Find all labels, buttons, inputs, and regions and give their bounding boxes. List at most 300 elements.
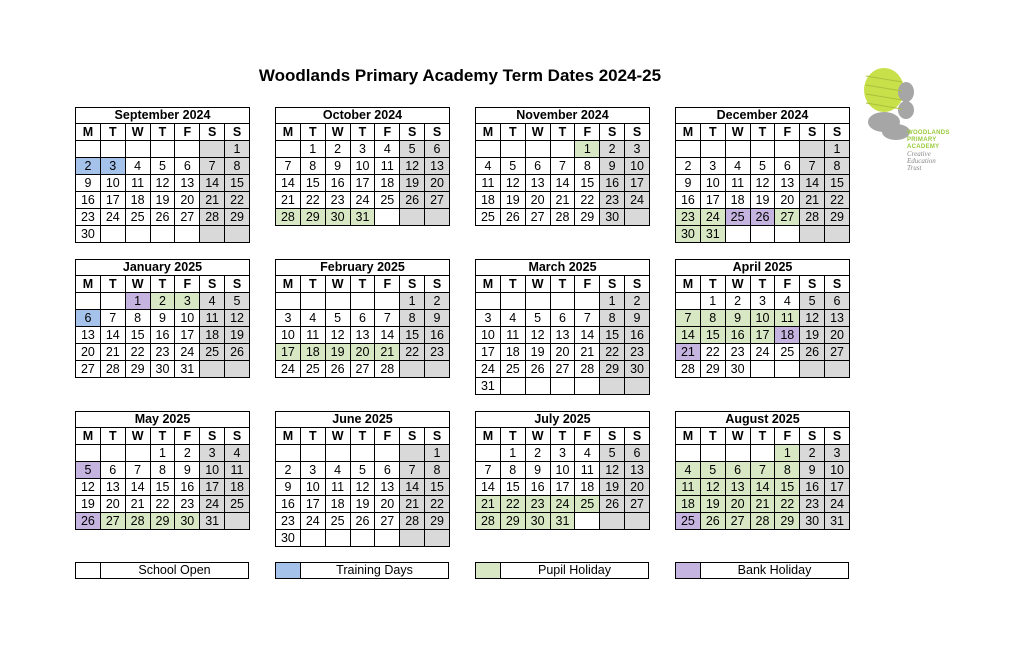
date-cell: 7 xyxy=(276,158,301,175)
day-header: T xyxy=(550,276,575,293)
date-cell: 5 xyxy=(76,462,101,479)
date-cell: 2 xyxy=(525,445,550,462)
empty-cell xyxy=(375,445,400,462)
date-cell: 30 xyxy=(76,226,101,243)
empty-cell xyxy=(750,361,775,378)
date-cell: 16 xyxy=(150,327,175,344)
date-cell: 19 xyxy=(500,192,525,209)
month-calendar xyxy=(675,107,850,243)
date-cell: 11 xyxy=(375,158,400,175)
date-cell: 16 xyxy=(625,327,650,344)
legend-pupil-holiday xyxy=(475,562,649,579)
date-cell: 29 xyxy=(825,209,850,226)
month-calendar xyxy=(275,411,450,547)
empty-cell xyxy=(476,293,501,310)
date-cell: 7 xyxy=(800,158,825,175)
month-title: January 2025 xyxy=(75,259,250,275)
date-cell: 28 xyxy=(750,513,775,530)
day-header: T xyxy=(700,276,725,293)
date-cell: 28 xyxy=(200,209,225,226)
empty-cell xyxy=(350,445,375,462)
date-cell: 27 xyxy=(625,496,650,513)
date-cell: 11 xyxy=(476,175,501,192)
date-cell: 24 xyxy=(200,496,225,513)
date-cell: 19 xyxy=(800,327,825,344)
empty-cell xyxy=(775,226,800,243)
empty-cell xyxy=(300,293,325,310)
date-cell: 5 xyxy=(700,462,725,479)
empty-cell xyxy=(775,141,800,158)
date-cell: 3 xyxy=(300,462,325,479)
date-cell: 5 xyxy=(325,310,350,327)
day-header: T xyxy=(550,428,575,445)
date-cell: 10 xyxy=(350,158,375,175)
day-header: W xyxy=(525,276,550,293)
empty-cell xyxy=(800,361,825,378)
day-header: T xyxy=(750,276,775,293)
date-cell: 22 xyxy=(700,344,725,361)
date-cell: 10 xyxy=(300,479,325,496)
date-cell: 11 xyxy=(775,310,800,327)
date-cell: 23 xyxy=(175,496,200,513)
date-cell: 6 xyxy=(375,462,400,479)
date-cell: 6 xyxy=(625,445,650,462)
date-cell: 29 xyxy=(500,513,525,530)
empty-cell xyxy=(676,141,701,158)
date-cell: 26 xyxy=(225,344,250,361)
empty-cell xyxy=(325,445,350,462)
date-cell: 30 xyxy=(276,530,301,547)
date-cell: 4 xyxy=(300,310,325,327)
day-header: M xyxy=(476,124,501,141)
date-cell: 3 xyxy=(200,445,225,462)
empty-cell xyxy=(325,530,350,547)
date-cell: 5 xyxy=(225,293,250,310)
date-cell: 26 xyxy=(700,513,725,530)
date-cell: 28 xyxy=(676,361,701,378)
date-cell: 26 xyxy=(350,513,375,530)
day-header: W xyxy=(325,428,350,445)
day-header: W xyxy=(725,124,750,141)
date-cell: 24 xyxy=(550,496,575,513)
day-header: F xyxy=(175,124,200,141)
date-cell: 12 xyxy=(325,327,350,344)
date-cell: 16 xyxy=(175,479,200,496)
date-cell: 9 xyxy=(600,158,625,175)
date-cell: 12 xyxy=(750,175,775,192)
date-cell: 10 xyxy=(700,175,725,192)
day-header: S xyxy=(200,124,225,141)
date-cell: 8 xyxy=(825,158,850,175)
empty-cell xyxy=(100,226,125,243)
empty-cell xyxy=(375,530,400,547)
date-cell: 3 xyxy=(476,310,501,327)
date-cell: 16 xyxy=(425,327,450,344)
date-cell: 19 xyxy=(350,496,375,513)
date-cell: 3 xyxy=(350,141,375,158)
date-cell: 14 xyxy=(575,327,600,344)
empty-cell xyxy=(350,293,375,310)
date-cell: 15 xyxy=(825,175,850,192)
empty-cell xyxy=(400,361,425,378)
date-cell: 13 xyxy=(350,327,375,344)
date-cell: 16 xyxy=(276,496,301,513)
date-cell: 1 xyxy=(150,445,175,462)
date-cell: 11 xyxy=(575,462,600,479)
date-cell: 8 xyxy=(600,310,625,327)
date-cell: 21 xyxy=(125,496,150,513)
date-cell: 28 xyxy=(550,209,575,226)
date-cell: 5 xyxy=(350,462,375,479)
day-header: W xyxy=(325,124,350,141)
date-cell: 10 xyxy=(625,158,650,175)
day-header: T xyxy=(100,428,125,445)
date-cell: 12 xyxy=(700,479,725,496)
date-cell: 24 xyxy=(476,361,501,378)
date-cell: 30 xyxy=(325,209,350,226)
empty-cell xyxy=(400,530,425,547)
date-cell: 25 xyxy=(375,192,400,209)
empty-cell xyxy=(750,445,775,462)
empty-cell xyxy=(225,226,250,243)
date-cell: 28 xyxy=(125,513,150,530)
date-cell: 14 xyxy=(476,479,501,496)
date-cell: 2 xyxy=(725,293,750,310)
date-cell: 29 xyxy=(150,513,175,530)
month-calendar xyxy=(275,107,450,226)
date-cell: 31 xyxy=(350,209,375,226)
date-cell: 17 xyxy=(276,344,301,361)
day-header: T xyxy=(300,124,325,141)
empty-cell xyxy=(100,141,125,158)
date-cell: 15 xyxy=(575,175,600,192)
day-header: F xyxy=(375,428,400,445)
month-calendar xyxy=(75,411,250,530)
date-cell: 11 xyxy=(200,310,225,327)
date-cell: 8 xyxy=(300,158,325,175)
date-cell: 20 xyxy=(625,479,650,496)
date-cell: 7 xyxy=(676,310,701,327)
date-cell: 10 xyxy=(100,175,125,192)
day-header: T xyxy=(750,124,775,141)
date-cell: 28 xyxy=(476,513,501,530)
empty-cell xyxy=(575,293,600,310)
date-cell: 20 xyxy=(100,496,125,513)
month-calendar xyxy=(75,259,250,378)
empty-cell xyxy=(76,141,101,158)
day-header: M xyxy=(76,428,101,445)
day-header: F xyxy=(575,124,600,141)
date-cell: 26 xyxy=(800,344,825,361)
date-cell: 13 xyxy=(375,479,400,496)
empty-cell xyxy=(76,293,101,310)
date-cell: 4 xyxy=(225,445,250,462)
empty-cell xyxy=(750,226,775,243)
date-cell: 5 xyxy=(150,158,175,175)
month-title: July 2025 xyxy=(475,411,650,427)
legend-label: Pupil Holiday xyxy=(538,563,611,577)
date-cell: 3 xyxy=(825,445,850,462)
month-title: December 2024 xyxy=(675,107,850,123)
day-header: T xyxy=(500,276,525,293)
empty-cell xyxy=(575,378,600,395)
month-calendar xyxy=(275,259,450,378)
date-cell: 6 xyxy=(425,141,450,158)
day-header: S xyxy=(800,124,825,141)
date-cell: 2 xyxy=(150,293,175,310)
day-header: F xyxy=(375,276,400,293)
month-title: November 2024 xyxy=(475,107,650,123)
date-cell: 21 xyxy=(100,344,125,361)
day-header: M xyxy=(476,276,501,293)
day-header: T xyxy=(750,428,775,445)
empty-cell xyxy=(676,293,701,310)
day-header: S xyxy=(400,276,425,293)
date-cell: 27 xyxy=(525,209,550,226)
empty-cell xyxy=(375,209,400,226)
day-header: S xyxy=(625,276,650,293)
date-cell: 26 xyxy=(400,192,425,209)
day-header: F xyxy=(575,428,600,445)
date-cell: 27 xyxy=(100,513,125,530)
date-cell: 8 xyxy=(775,462,800,479)
empty-cell xyxy=(375,293,400,310)
date-cell: 18 xyxy=(725,192,750,209)
date-cell: 26 xyxy=(76,513,101,530)
date-cell: 22 xyxy=(150,496,175,513)
date-cell: 14 xyxy=(800,175,825,192)
date-cell: 12 xyxy=(600,462,625,479)
day-header: M xyxy=(276,276,301,293)
date-cell: 27 xyxy=(175,209,200,226)
legend-swatch-bank xyxy=(676,563,701,578)
date-cell: 11 xyxy=(725,175,750,192)
logo-line-3: ACADEMY xyxy=(907,144,940,150)
month-title: June 2025 xyxy=(275,411,450,427)
empty-cell xyxy=(525,293,550,310)
date-cell: 25 xyxy=(325,513,350,530)
date-cell: 14 xyxy=(750,479,775,496)
logo-leaf-grey xyxy=(882,124,910,140)
date-cell: 17 xyxy=(550,479,575,496)
date-cell: 7 xyxy=(200,158,225,175)
date-cell: 17 xyxy=(175,327,200,344)
empty-cell xyxy=(625,378,650,395)
empty-cell xyxy=(725,141,750,158)
date-cell: 22 xyxy=(300,192,325,209)
date-cell: 22 xyxy=(600,344,625,361)
day-header: M xyxy=(476,428,501,445)
date-cell: 4 xyxy=(676,462,701,479)
date-cell: 12 xyxy=(225,310,250,327)
day-header: S xyxy=(425,428,450,445)
day-header: F xyxy=(175,428,200,445)
date-cell: 11 xyxy=(300,327,325,344)
legend-school-open xyxy=(75,562,249,579)
date-cell: 19 xyxy=(76,496,101,513)
date-cell: 29 xyxy=(700,361,725,378)
empty-cell xyxy=(125,445,150,462)
date-cell: 30 xyxy=(676,226,701,243)
date-cell: 9 xyxy=(425,310,450,327)
day-header: T xyxy=(700,428,725,445)
date-cell: 17 xyxy=(200,479,225,496)
date-cell: 30 xyxy=(150,361,175,378)
date-cell: 26 xyxy=(325,361,350,378)
date-cell: 14 xyxy=(100,327,125,344)
date-cell: 1 xyxy=(300,141,325,158)
date-cell: 22 xyxy=(775,496,800,513)
date-cell: 31 xyxy=(200,513,225,530)
date-cell: 13 xyxy=(100,479,125,496)
date-cell: 22 xyxy=(575,192,600,209)
empty-cell xyxy=(476,445,501,462)
date-cell: 3 xyxy=(700,158,725,175)
day-header: F xyxy=(775,276,800,293)
date-cell: 19 xyxy=(150,192,175,209)
month-calendar xyxy=(475,259,650,395)
logo-leaf-grey xyxy=(898,82,914,102)
date-cell: 25 xyxy=(300,361,325,378)
date-cell: 25 xyxy=(575,496,600,513)
day-header: T xyxy=(350,428,375,445)
date-cell: 1 xyxy=(575,141,600,158)
date-cell: 1 xyxy=(700,293,725,310)
date-cell: 15 xyxy=(775,479,800,496)
day-header: S xyxy=(200,428,225,445)
legend-swatch-open xyxy=(76,563,101,578)
date-cell: 24 xyxy=(175,344,200,361)
date-cell: 28 xyxy=(276,209,301,226)
empty-cell xyxy=(350,530,375,547)
empty-cell xyxy=(150,226,175,243)
empty-cell xyxy=(550,378,575,395)
date-cell: 22 xyxy=(425,496,450,513)
date-cell: 3 xyxy=(175,293,200,310)
date-cell: 7 xyxy=(750,462,775,479)
date-cell: 19 xyxy=(750,192,775,209)
date-cell: 19 xyxy=(400,175,425,192)
empty-cell xyxy=(825,226,850,243)
date-cell: 7 xyxy=(550,158,575,175)
day-header: F xyxy=(575,276,600,293)
month-title: May 2025 xyxy=(75,411,250,427)
month-calendar xyxy=(475,411,650,530)
month-title: August 2025 xyxy=(675,411,850,427)
date-cell: 8 xyxy=(400,310,425,327)
empty-cell xyxy=(550,141,575,158)
day-header: S xyxy=(825,428,850,445)
date-cell: 25 xyxy=(676,513,701,530)
day-header: M xyxy=(676,276,701,293)
date-cell: 21 xyxy=(476,496,501,513)
month-title: February 2025 xyxy=(275,259,450,275)
day-header: S xyxy=(625,124,650,141)
day-header: S xyxy=(600,276,625,293)
date-cell: 5 xyxy=(750,158,775,175)
day-header: W xyxy=(325,276,350,293)
date-cell: 14 xyxy=(400,479,425,496)
logo-tagline-3: Trust xyxy=(907,164,922,172)
date-cell: 3 xyxy=(750,293,775,310)
date-cell: 6 xyxy=(350,310,375,327)
date-cell: 13 xyxy=(725,479,750,496)
date-cell: 11 xyxy=(325,479,350,496)
empty-cell xyxy=(200,226,225,243)
date-cell: 16 xyxy=(725,327,750,344)
day-header: S xyxy=(800,276,825,293)
date-cell: 29 xyxy=(225,209,250,226)
date-cell: 21 xyxy=(200,192,225,209)
date-cell: 4 xyxy=(375,141,400,158)
month-title: March 2025 xyxy=(475,259,650,275)
empty-cell xyxy=(575,513,600,530)
day-header: T xyxy=(500,124,525,141)
legend-label: Bank Holiday xyxy=(737,563,812,577)
date-cell: 3 xyxy=(625,141,650,158)
date-cell: 22 xyxy=(225,192,250,209)
date-cell: 27 xyxy=(425,192,450,209)
date-cell: 23 xyxy=(425,344,450,361)
logo-line-1: WOODLANDS xyxy=(907,130,950,136)
date-cell: 27 xyxy=(76,361,101,378)
date-cell: 17 xyxy=(350,175,375,192)
date-cell: 19 xyxy=(225,327,250,344)
day-header: M xyxy=(676,124,701,141)
empty-cell xyxy=(276,141,301,158)
empty-cell xyxy=(825,361,850,378)
date-cell: 23 xyxy=(325,192,350,209)
date-cell: 4 xyxy=(125,158,150,175)
empty-cell xyxy=(225,361,250,378)
date-cell: 9 xyxy=(325,158,350,175)
date-cell: 25 xyxy=(200,344,225,361)
date-cell: 15 xyxy=(300,175,325,192)
date-cell: 6 xyxy=(76,310,101,327)
date-cell: 22 xyxy=(825,192,850,209)
date-cell: 2 xyxy=(325,141,350,158)
legend-training-days xyxy=(275,562,449,579)
date-cell: 24 xyxy=(276,361,301,378)
date-cell: 23 xyxy=(150,344,175,361)
date-cell: 9 xyxy=(276,479,301,496)
date-cell: 17 xyxy=(750,327,775,344)
date-cell: 23 xyxy=(76,209,101,226)
date-cell: 27 xyxy=(725,513,750,530)
date-cell: 25 xyxy=(476,209,501,226)
date-cell: 9 xyxy=(150,310,175,327)
empty-cell xyxy=(400,445,425,462)
day-header: W xyxy=(525,124,550,141)
date-cell: 9 xyxy=(800,462,825,479)
date-cell: 8 xyxy=(150,462,175,479)
date-cell: 1 xyxy=(775,445,800,462)
date-cell: 26 xyxy=(500,209,525,226)
empty-cell xyxy=(175,141,200,158)
empty-cell xyxy=(800,141,825,158)
day-header: S xyxy=(625,428,650,445)
empty-cell xyxy=(750,141,775,158)
date-cell: 2 xyxy=(76,158,101,175)
date-cell: 16 xyxy=(800,479,825,496)
date-cell: 27 xyxy=(775,209,800,226)
date-cell: 2 xyxy=(625,293,650,310)
date-cell: 15 xyxy=(225,175,250,192)
date-cell: 31 xyxy=(825,513,850,530)
date-cell: 16 xyxy=(76,192,101,209)
empty-cell xyxy=(100,445,125,462)
date-cell: 31 xyxy=(550,513,575,530)
